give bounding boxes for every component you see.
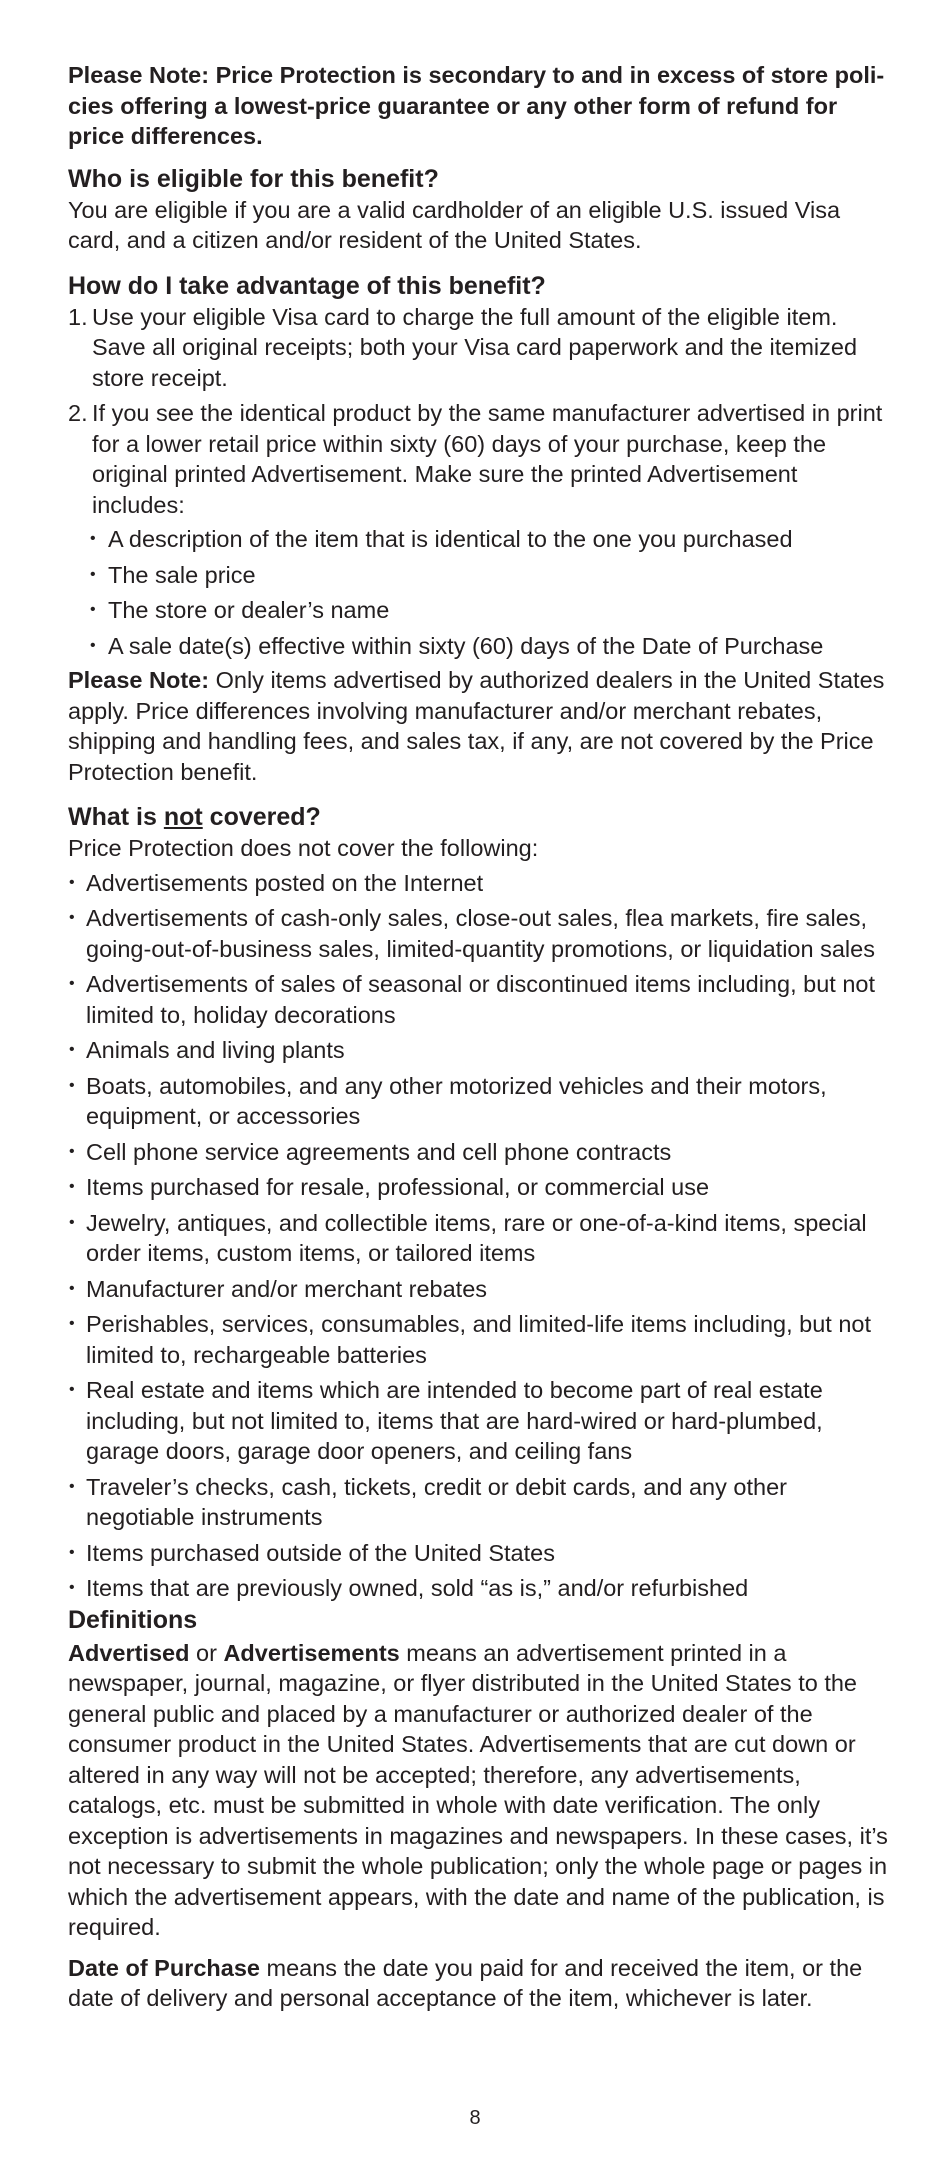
list-item: • Cell phone service agreements and cell phone contracts xyxy=(68,1137,888,1168)
bullet-icon: • xyxy=(90,530,96,547)
bullet-icon: • xyxy=(69,1213,75,1231)
bullet-icon: • xyxy=(69,1279,75,1297)
list-item: • Real estate and items which are intended to become part of real estate including, but not limited to, items that are hard-wired or hard-plumbed, garage doors, garage door openers, and ceiling fans xyxy=(69,1377,823,1464)
bullet-icon: • xyxy=(69,975,75,992)
bullet-icon: • xyxy=(69,1315,75,1332)
list-item: • Manufacturer and/or merchant rebates xyxy=(68,1274,888,1305)
bullet-icon: • xyxy=(69,873,75,891)
list-item: • A sale date(s) effective within sixty (60) days of the Date of Purchase xyxy=(68,631,888,662)
bullet-icon: • xyxy=(69,1579,75,1596)
definition-date-of-purchase: Date of Purchase means the date you paid for and received the item, or the date of delivery and personal acceptance of the item, whichever is later. xyxy=(68,1954,863,2011)
list-item: • The store or dealer’s name xyxy=(68,595,888,626)
bullet-icon: • xyxy=(90,636,96,654)
how-heading: How do I take advantage of this benefit? xyxy=(68,271,546,300)
term-advertisements: Advertisements xyxy=(223,1639,400,1666)
step-item xyxy=(68,398,888,520)
list-item: • Items that are previously owned, sold “as is,” and/or refurbished xyxy=(68,1573,888,1604)
term-date-of-purchase: Date of Purchase xyxy=(68,1954,260,1981)
list-item: • Jewelry, antiques, and collectible items, rare or one-of-a-kind items, special order items, custom items, or tailored items xyxy=(69,1209,867,1266)
bullet-icon: • xyxy=(69,1076,75,1094)
eligible-body: You are eligible if you are a valid cardholder of an eligible U.S. issued Visa card, and a citizen and/or resident of the United States. xyxy=(68,196,841,253)
bullet-icon: • xyxy=(69,1178,75,1195)
note-label: Please Note: xyxy=(68,667,210,693)
list-item: • A description of the item that is identical to the one you purchased xyxy=(68,524,888,555)
bullet-icon: • xyxy=(90,601,96,618)
how-please-note xyxy=(68,665,888,787)
list-item: • The sale price xyxy=(68,560,888,591)
list-item: • Items purchased outside of the United States xyxy=(68,1538,888,1569)
how-steps-list xyxy=(68,302,888,521)
not-covered-list xyxy=(68,868,888,1604)
list-item: • Traveler’s checks, cash, tickets, credit or debit cards, and any other negotiable instruments xyxy=(69,1473,787,1530)
note-text: Only items advertised by authorized dealers in the United States apply. Price differences involving manufacturer and/or merchant rebates, shipping and handling fees, and sales tax, if any, are not covered by the Price Protection benefit. xyxy=(68,667,885,785)
step-text: Use your eligible Visa card to charge the full amount of the eligible item. Save all original receipts; both your Visa card paperwork and the itemized store receipt. xyxy=(92,303,858,391)
definitions-heading: Definitions xyxy=(68,1605,198,1634)
document-page xyxy=(68,60,888,2014)
list-item: • Advertisements of cash-only sales, close-out sales, flea markets, fire sales, going-out-of-business sales, limited-quantity promotions, or liquidation sales xyxy=(69,905,875,962)
bullet-icon: • xyxy=(69,1477,75,1495)
list-item: • Advertisements of sales of seasonal or discontinued items including, but not limited to, holiday decorations xyxy=(69,971,875,1028)
list-item: • Items purchased for resale, professional, or commercial use xyxy=(68,1172,888,1203)
eligible-heading: Who is eligible for this benefit? xyxy=(68,164,439,193)
bullet-icon: • xyxy=(69,909,75,926)
step-item xyxy=(68,302,888,394)
step-number: 2. xyxy=(68,400,88,426)
not-covered-intro: Price Protection does not cover the following: xyxy=(68,835,539,861)
bullet-icon: • xyxy=(69,1381,75,1398)
step-number: 1. xyxy=(68,303,88,330)
definition-advertised: Advertised or Advertisements means an advertisement printed in a newspaper, journal, magazine, or flyer distributed in the United States to the general public and placed by a manufacturer or authorized dealer of the consumer product in the United States. Advertisements that are cut down or altered in any way will not be accepted; therefore, any advertisements, catalogs, etc. must be submitted in whole with date verification. The only exception is advertisements in magazines and newspapers. In these cases, it’s not necessary to submit the whole publication; only the whole page or pages in which the advertisement appears, with the date and name of the publication, is required. xyxy=(68,1639,888,1940)
list-item: • Animals and living plants xyxy=(68,1035,888,1066)
term-advertised: Advertised xyxy=(68,1639,190,1666)
advertisement-includes-list xyxy=(68,524,888,661)
list-item: • Advertisements posted on the Internet xyxy=(68,868,888,899)
bullet-icon: • xyxy=(69,1041,75,1058)
bullet-icon: • xyxy=(69,1142,75,1160)
bullet-icon: • xyxy=(90,565,96,583)
not-covered-heading: What is not covered? xyxy=(68,803,321,831)
bullet-icon: • xyxy=(69,1543,75,1561)
list-item: • Boats, automobiles, and any other motorized vehicles and their motors, equipment, or accessories xyxy=(69,1072,827,1129)
price-protection-secondary-note: Please Note: Price Protection is secondary to and in excess of store poli-cies offering a lowest-price guarantee or any other form of refund for price differences. xyxy=(68,62,885,149)
step-text: If you see the identical product by the same manufacturer advertised in print for a lower retail price within sixty (60) days of your purchase, keep the original printed Advertisement. Make sure the printed Advertisement includes: xyxy=(92,400,883,518)
page-number: 8 xyxy=(469,2107,481,2129)
list-item: • Perishables, services, consumables, and limited-life items including, but not limited to, rechargeable batteries xyxy=(69,1311,872,1368)
